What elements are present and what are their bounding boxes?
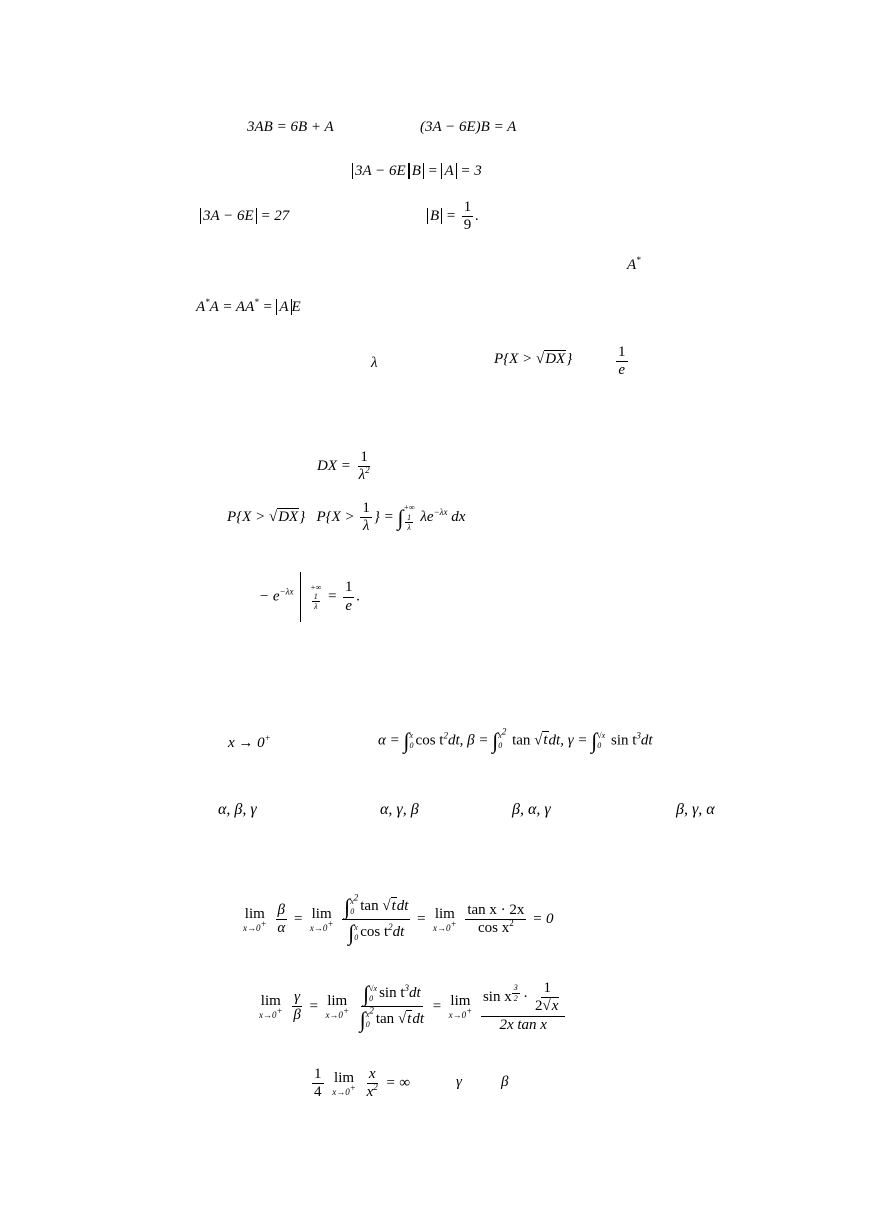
abs-b: B [409,163,424,179]
abs-3a-6e: 3A − 6E [352,163,409,179]
eq-adjoint: A* [627,255,641,273]
option-a: α, β, γ [218,801,257,818]
eq-det-b: B = $\frac{1}{9}$ . [427,199,479,235]
option-c: β, α, γ [512,801,551,818]
eq-variance: DX = $\frac{1}{\lambda^2}$ [317,449,370,484]
abs-a: A [441,163,456,179]
option-d: β, γ, α [676,801,715,818]
symbol-gamma: γ [456,1074,462,1090]
eq-adjoint-identity: A*A = AA* = A E [196,297,301,315]
eq-prob: P{X > √DX} [494,351,573,367]
eq-final-limit: $\frac{1}{4}$ lim x→0+ $\frac{x}{x^2}$ = ∞ [314,1066,411,1101]
eq-limit-x: x → 0+ [228,733,271,751]
eq-prob-integral: P{X > √DX} P{X > $\frac{1}{\lambda}$ } = ∫ +∞ $\frac{1}{\lambda}$ $\lambda e^{-\lambda x}$ dx [227,500,466,535]
eq-limit-gamma-beta: lim x→0+ $\frac{\gamma}{\beta}$ = lim x→0+ ∫ √x 0 $\sin t^3dt$ ∫ $x^2$ 0 tan √tdt = lim x→0+ sin x $^{\frac{3}{2}}$ · $\frac{1}{2√x}$ 2x tan x [256,980,567,1034]
eq-limit-beta-alpha: lim x→0+ $\frac{\beta}{\alpha}$ = lim x→0+ ∫ $x^2$ 0 tan √tdt ∫ x 0 $\cos t^2dt$ = lim x→0+ $\frac{\text{tan x · 2x}}{\cos x^2}$ = 0 [243,892,554,946]
symbol-beta: β [501,1074,509,1090]
option-b: α, γ, β [380,801,419,818]
frac-1-over-e: $\frac{1}{e}$ [618,344,626,379]
eq-alpha-beta-gamma-defs: α = ∫ x 0 $\cos t^2dt$, β = ∫ $x^2$ 0 tan √tdt, γ = ∫ √x 0 $\sin t^3dt$ [378,726,653,753]
eq-determinant: 3A − 6E B = A = 3 [352,164,482,179]
eq-det-27: 3A − 6E = 27 [200,209,289,224]
symbol-lambda: λ [371,355,378,371]
eq-3ab: 3AB = 6B + A [247,119,334,135]
eq-evaluation: − $e^{-\lambda x}$ +∞ $\frac{1}{\lambda}$ = $\frac{1}{e}$ . [259,572,360,622]
eq-3a-6e-b: (3A − 6E)B = A [420,119,517,135]
